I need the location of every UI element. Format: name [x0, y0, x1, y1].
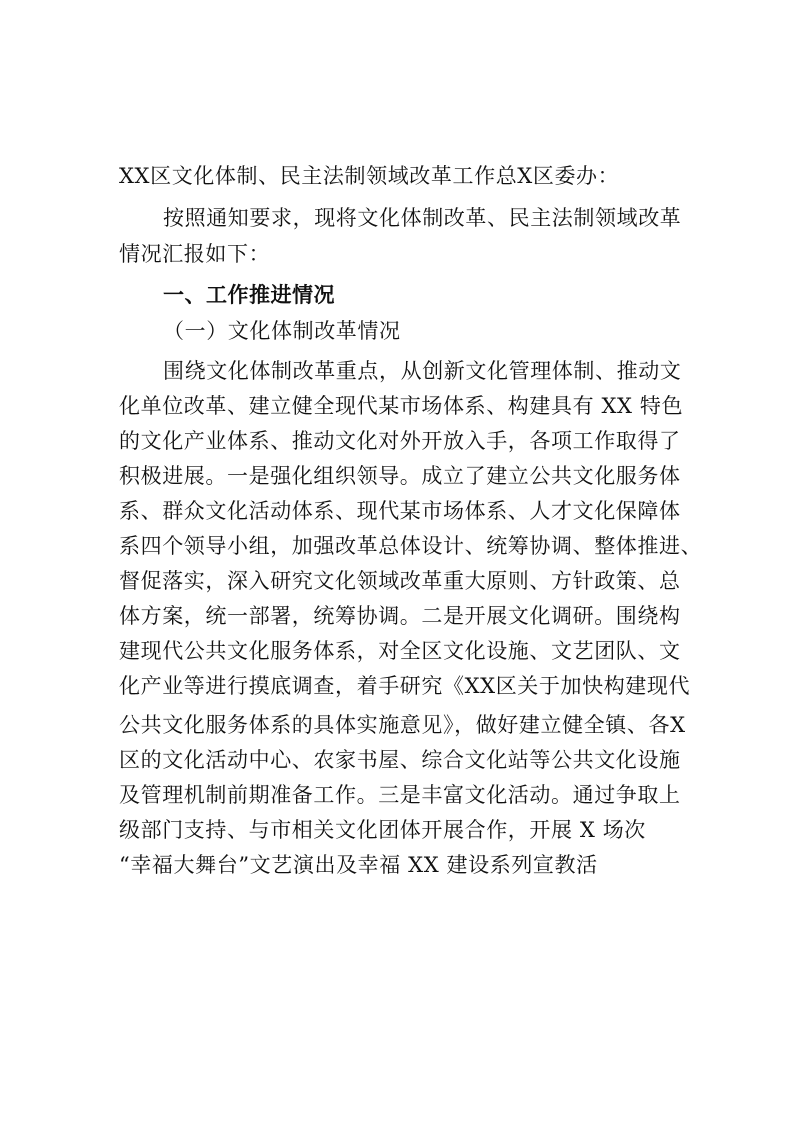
body-line: 建现代公共文化服务体系，对全区文化设施、文艺团队、文: [119, 639, 681, 663]
body-line: 围绕文化体制改革重点，从创新文化管理体制、推动文: [163, 359, 682, 383]
body-line: “幸福大舞台”文艺演出及幸福 XX 建设系列宣教活: [119, 853, 598, 877]
body-line: 公共文化服务体系的具体实施意见》，做好建立健全镇、各X: [119, 713, 686, 737]
body-line: 系四个领导小组，加强改革总体设计、统筹协调、整体推进、: [119, 534, 703, 558]
section-heading: 一、工作推进情况: [163, 283, 335, 307]
body-line: 化单位改革、建立健全现代某市场体系、构建具有 XX 特色: [119, 394, 684, 418]
body-line: 及管理机制前期准备工作。三是丰富文化活动。通过争取上: [119, 783, 681, 807]
intro-line-2: 情况汇报如下：: [119, 242, 271, 266]
body-line: 督促落实，深入研究文化领域改革重大原则、方针政策、总: [119, 569, 681, 593]
body-line: 化产业等进行摸底调查，着手研究《XX区关于加快构建现代: [119, 674, 691, 698]
body-line: 级部门支持、与市相关文化团体开展合作，开展 X 场次: [119, 818, 646, 842]
intro-line-1: 按照通知要求，现将文化体制改革、民主法制领域改革: [163, 206, 682, 230]
body-line: 区的文化活动中心、农家书屋、综合文化站等公共文化设施: [119, 748, 681, 772]
body-line: 体方案，统一部署，统筹协调。二是开展文化调研。围绕构: [119, 604, 681, 628]
body-line: 系、群众文化活动体系、现代某市场体系、人才文化保障体: [119, 499, 681, 523]
subsection-heading: （一）文化体制改革情况: [163, 319, 401, 343]
document-title-line: XX区文化体制、民主法制领域改革工作总X区委办：: [119, 164, 620, 188]
body-line: 的文化产业体系、推动文化对外开放入手，各项工作取得了: [119, 429, 681, 453]
body-line: 积极进展。一是强化组织领导。成立了建立公共文化服务体: [119, 464, 681, 488]
